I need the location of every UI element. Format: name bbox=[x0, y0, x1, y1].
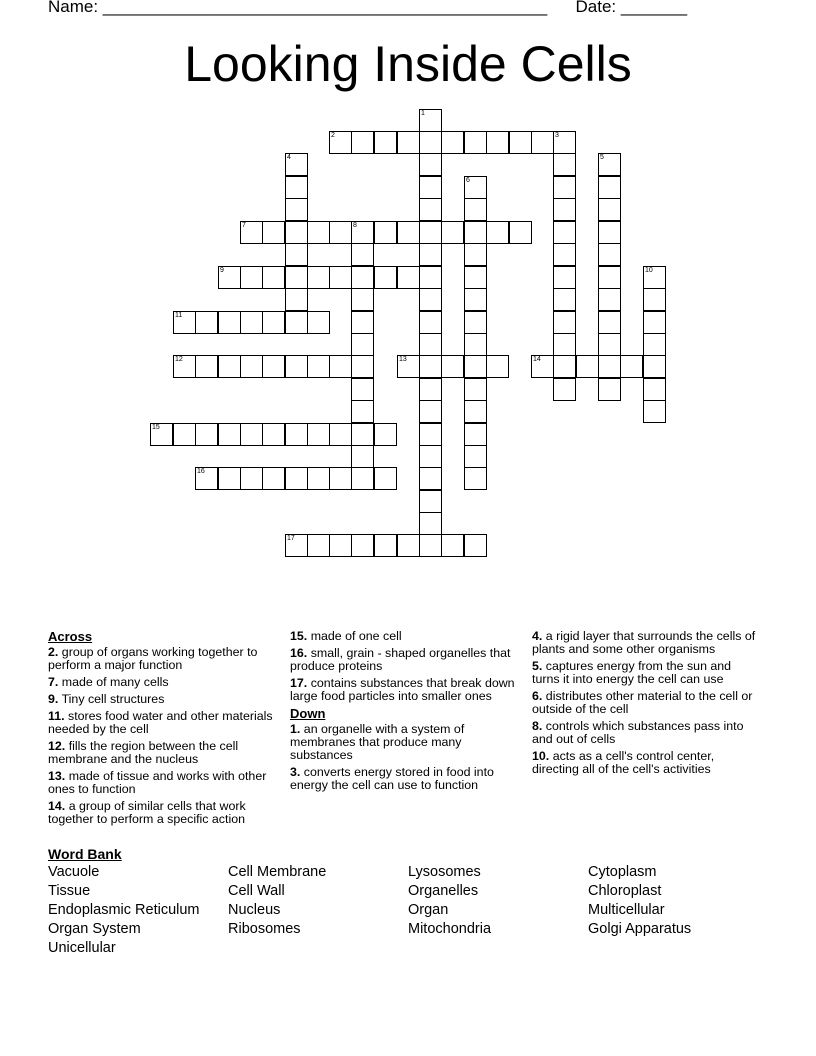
clue-number: 8 bbox=[353, 222, 357, 229]
grid-cell[interactable] bbox=[419, 534, 442, 557]
grid-cell[interactable] bbox=[329, 355, 352, 378]
grid-cell[interactable] bbox=[351, 266, 374, 289]
clue-number: 7 bbox=[242, 222, 246, 229]
clue-down-8: 8. controls which substances pass into and out of cells bbox=[532, 719, 744, 746]
grid-cell[interactable] bbox=[307, 266, 330, 289]
grid-cell[interactable] bbox=[643, 378, 666, 401]
grid-cell[interactable] bbox=[262, 467, 285, 490]
grid-cell[interactable] bbox=[598, 311, 621, 334]
clue-number: 9 bbox=[220, 267, 224, 274]
word-bank-item: Endoplasmic Reticulum bbox=[48, 902, 200, 918]
clue-across-15: 15. made of one cell bbox=[290, 629, 402, 643]
clue-across-12: 12. fills the region between the cell membrane and the nucleus bbox=[48, 739, 239, 766]
word-bank-item: Organ System bbox=[48, 921, 141, 937]
clue-column-1 bbox=[48, 630, 274, 830]
grid-cell[interactable] bbox=[329, 266, 352, 289]
grid-cell[interactable] bbox=[464, 467, 487, 490]
grid-cell[interactable] bbox=[240, 423, 263, 446]
grid-cell[interactable] bbox=[553, 266, 576, 289]
word-bank-item: Organelles bbox=[408, 883, 479, 899]
grid-cell[interactable] bbox=[598, 333, 621, 356]
word-bank-item: Cell Membrane bbox=[228, 864, 327, 880]
grid-cell[interactable] bbox=[374, 221, 397, 244]
clue-number: 1 bbox=[421, 110, 425, 117]
across-heading: Across bbox=[48, 629, 93, 644]
grid-cell[interactable] bbox=[419, 423, 442, 446]
grid-cell[interactable] bbox=[195, 311, 218, 334]
word-bank-item: Multicellular bbox=[588, 902, 665, 918]
grid-cell[interactable] bbox=[643, 288, 666, 311]
grid-cell[interactable] bbox=[464, 355, 487, 378]
grid-cell[interactable] bbox=[553, 153, 576, 176]
grid-cell[interactable] bbox=[598, 355, 621, 378]
clue-down-1: 1. an organelle with a system of membranes that produce many substances bbox=[290, 722, 465, 762]
grid-cell[interactable] bbox=[464, 378, 487, 401]
grid-cell[interactable] bbox=[397, 131, 420, 154]
clue-across-13: 13. made of tissue and works with other ones to function bbox=[48, 769, 267, 796]
grid-cell[interactable] bbox=[285, 221, 308, 244]
grid-cell[interactable] bbox=[195, 355, 218, 378]
grid-cell[interactable] bbox=[262, 423, 285, 446]
grid-cell[interactable] bbox=[419, 378, 442, 401]
grid-cell[interactable] bbox=[374, 423, 397, 446]
grid-cell[interactable] bbox=[419, 333, 442, 356]
grid-cell[interactable] bbox=[643, 400, 666, 423]
clue-down-5: 5. captures energy from the sun and turns it into energy the cell can use bbox=[532, 659, 732, 686]
word-bank-item: Cell Wall bbox=[228, 883, 285, 899]
grid-cell[interactable] bbox=[576, 355, 599, 378]
grid-cell[interactable] bbox=[374, 131, 397, 154]
grid-cell[interactable] bbox=[486, 355, 509, 378]
clue-number: 17 bbox=[287, 535, 295, 542]
grid-cell[interactable] bbox=[509, 131, 532, 154]
word-bank-item: Ribosomes bbox=[228, 921, 301, 937]
grid-cell[interactable] bbox=[351, 445, 374, 468]
grid-cell[interactable] bbox=[419, 198, 442, 221]
grid-cell[interactable] bbox=[307, 221, 330, 244]
grid-cell[interactable] bbox=[218, 423, 241, 446]
grid-cell[interactable] bbox=[374, 266, 397, 289]
grid-cell[interactable] bbox=[464, 288, 487, 311]
grid-cell[interactable] bbox=[285, 176, 308, 199]
clue-down-6: 6. distributes other material to the cell or outside of the cell bbox=[532, 689, 753, 716]
grid-cell[interactable] bbox=[464, 266, 487, 289]
clue-number: 3 bbox=[555, 132, 559, 139]
grid-cell[interactable] bbox=[419, 221, 442, 244]
word-bank-item: Tissue bbox=[48, 883, 91, 899]
grid-cell[interactable] bbox=[240, 355, 263, 378]
grid-cell[interactable] bbox=[397, 266, 420, 289]
clue-number: 2 bbox=[331, 132, 335, 139]
grid-cell[interactable] bbox=[351, 131, 374, 154]
grid-cell[interactable] bbox=[643, 355, 666, 378]
grid-cell[interactable] bbox=[351, 534, 374, 557]
clue-number: 6 bbox=[466, 177, 470, 184]
grid-cell[interactable] bbox=[329, 534, 352, 557]
grid-cell[interactable] bbox=[464, 311, 487, 334]
clue-number: 5 bbox=[600, 154, 604, 161]
clue-number: 14 bbox=[533, 356, 541, 363]
clue-number: 13 bbox=[399, 356, 407, 363]
grid-cell[interactable] bbox=[285, 311, 308, 334]
grid-cell[interactable] bbox=[419, 131, 442, 154]
clue-down-4: 4. a rigid layer that surrounds the cells of plants and some other organisms bbox=[532, 629, 756, 656]
word-bank-item: Unicellular bbox=[48, 940, 116, 956]
grid-cell[interactable] bbox=[553, 221, 576, 244]
grid-cell[interactable] bbox=[218, 355, 241, 378]
grid-cell[interactable] bbox=[419, 467, 442, 490]
grid-cell[interactable] bbox=[329, 221, 352, 244]
grid-cell[interactable] bbox=[620, 355, 643, 378]
grid-cell[interactable] bbox=[419, 311, 442, 334]
grid-cell[interactable] bbox=[329, 467, 352, 490]
grid-cell[interactable] bbox=[553, 198, 576, 221]
grid-cell[interactable] bbox=[173, 423, 196, 446]
clue-number: 16 bbox=[197, 468, 205, 475]
grid-cell[interactable] bbox=[351, 311, 374, 334]
grid-cell[interactable] bbox=[351, 423, 374, 446]
grid-cell[interactable] bbox=[240, 311, 263, 334]
grid-cell[interactable] bbox=[598, 288, 621, 311]
grid-cell[interactable] bbox=[262, 355, 285, 378]
grid-cell[interactable] bbox=[553, 333, 576, 356]
clue-column-2 bbox=[290, 630, 522, 796]
grid-cell[interactable] bbox=[262, 266, 285, 289]
grid-cell[interactable] bbox=[441, 221, 464, 244]
grid-cell[interactable] bbox=[374, 467, 397, 490]
grid-cell[interactable] bbox=[441, 355, 464, 378]
grid-cell[interactable] bbox=[262, 221, 285, 244]
down-heading: Down bbox=[290, 706, 326, 721]
word-bank-item: Mitochondria bbox=[408, 921, 492, 937]
grid-cell[interactable] bbox=[598, 176, 621, 199]
grid-cell[interactable] bbox=[285, 288, 308, 311]
grid-cell[interactable] bbox=[598, 198, 621, 221]
grid-cell[interactable] bbox=[351, 333, 374, 356]
grid-cell[interactable] bbox=[351, 467, 374, 490]
grid-cell[interactable] bbox=[419, 355, 442, 378]
grid-cell[interactable] bbox=[643, 311, 666, 334]
word-bank bbox=[48, 846, 768, 964]
grid-cell[interactable] bbox=[553, 243, 576, 266]
clue-column-3 bbox=[532, 630, 758, 780]
grid-cell[interactable] bbox=[486, 131, 509, 154]
word-bank-item: Chloroplast bbox=[588, 883, 662, 899]
grid-cell[interactable] bbox=[464, 423, 487, 446]
clue-across-7: 7. made of many cells bbox=[48, 675, 169, 689]
grid-cell[interactable] bbox=[419, 445, 442, 468]
grid-cell[interactable] bbox=[218, 467, 241, 490]
grid-cell[interactable] bbox=[240, 266, 263, 289]
grid-cell[interactable] bbox=[598, 378, 621, 401]
clue-across-14: 14. a group of similar cells that work together to perform a specific action bbox=[48, 799, 246, 826]
clue-across-16: 16. small, grain - shaped organelles that produce proteins bbox=[290, 646, 511, 673]
grid-cell[interactable] bbox=[486, 221, 509, 244]
grid-cell[interactable] bbox=[329, 423, 352, 446]
grid-cell[interactable] bbox=[464, 400, 487, 423]
grid-cell[interactable] bbox=[374, 534, 397, 557]
word-bank-item: Vacuole bbox=[48, 864, 100, 880]
word-bank-item: Cytoplasm bbox=[588, 864, 657, 880]
clue-down-3: 3. converts energy stored in food into energy the cell can use to function bbox=[290, 765, 494, 792]
grid-cell[interactable] bbox=[464, 131, 487, 154]
grid-cell[interactable] bbox=[397, 534, 420, 557]
grid-cell[interactable] bbox=[464, 198, 487, 221]
grid-cell[interactable] bbox=[509, 221, 532, 244]
grid-cell[interactable] bbox=[441, 534, 464, 557]
grid-cell[interactable] bbox=[285, 423, 308, 446]
grid-cell[interactable] bbox=[598, 221, 621, 244]
grid-cell[interactable] bbox=[464, 333, 487, 356]
grid-cell[interactable] bbox=[598, 243, 621, 266]
grid-cell[interactable] bbox=[397, 221, 420, 244]
grid-cell[interactable] bbox=[285, 243, 308, 266]
grid-cell[interactable] bbox=[419, 512, 442, 535]
grid-cell[interactable] bbox=[285, 198, 308, 221]
grid-cell[interactable] bbox=[351, 355, 374, 378]
clue-across-17: 17. contains substances that break down large food particles into smaller ones bbox=[290, 676, 515, 703]
clue-number: 11 bbox=[175, 312, 183, 319]
word-bank-item: Lysosomes bbox=[408, 864, 481, 880]
clue-across-2: 2. group of organs working together to perform a major function bbox=[48, 645, 258, 672]
grid-cell[interactable] bbox=[307, 467, 330, 490]
grid-cell[interactable] bbox=[240, 467, 263, 490]
grid-cell[interactable] bbox=[553, 176, 576, 199]
grid-cell[interactable] bbox=[419, 266, 442, 289]
grid-cell[interactable] bbox=[285, 266, 308, 289]
grid-cell[interactable] bbox=[464, 243, 487, 266]
clue-across-9: 9. Tiny cell structures bbox=[48, 692, 165, 706]
grid-cell[interactable] bbox=[351, 378, 374, 401]
grid-cell[interactable] bbox=[285, 467, 308, 490]
grid-cell[interactable] bbox=[262, 311, 285, 334]
word-bank-item: Nucleus bbox=[228, 902, 281, 918]
grid-cell[interactable] bbox=[307, 311, 330, 334]
grid-cell[interactable] bbox=[464, 221, 487, 244]
word-bank-items bbox=[48, 864, 768, 964]
grid-cell[interactable] bbox=[643, 333, 666, 356]
grid-cell[interactable] bbox=[419, 153, 442, 176]
grid-cell[interactable] bbox=[218, 311, 241, 334]
word-bank-item: Golgi Apparatus bbox=[588, 921, 692, 937]
word-bank-heading: Word Bank bbox=[48, 846, 122, 862]
grid-cell[interactable] bbox=[531, 131, 554, 154]
clue-number: 15 bbox=[152, 424, 160, 431]
grid-cell[interactable] bbox=[351, 243, 374, 266]
grid-cell[interactable] bbox=[419, 288, 442, 311]
grid-cell[interactable] bbox=[464, 445, 487, 468]
clue-number: 4 bbox=[287, 154, 291, 161]
grid-cell[interactable] bbox=[307, 355, 330, 378]
grid-cell[interactable] bbox=[419, 490, 442, 513]
grid-cell[interactable] bbox=[307, 423, 330, 446]
grid-cell[interactable] bbox=[351, 288, 374, 311]
grid-cell[interactable] bbox=[195, 423, 218, 446]
grid-cell[interactable] bbox=[441, 131, 464, 154]
grid-cell[interactable] bbox=[553, 288, 576, 311]
clue-across-11: 11. stores food water and other materials needed by the cell bbox=[48, 709, 273, 736]
grid-cell[interactable] bbox=[419, 176, 442, 199]
grid-cell[interactable] bbox=[419, 400, 442, 423]
grid-cell[interactable] bbox=[351, 400, 374, 423]
grid-cell[interactable] bbox=[464, 534, 487, 557]
page-title: Looking Inside Cells bbox=[184, 36, 632, 92]
word-bank-item: Organ bbox=[408, 902, 449, 918]
grid-cell[interactable] bbox=[553, 311, 576, 334]
grid-cell[interactable] bbox=[553, 355, 576, 378]
name-date-line: Name: _______________________________________________ Date: _______ bbox=[48, 0, 688, 16]
grid-cell[interactable] bbox=[598, 266, 621, 289]
clue-down-10: 10. acts as a cell's control center, directing all of the cell's activities bbox=[532, 749, 715, 776]
grid-cell[interactable] bbox=[307, 534, 330, 557]
grid-cell[interactable] bbox=[419, 243, 442, 266]
clue-number: 12 bbox=[175, 356, 183, 363]
clue-number: 10 bbox=[645, 267, 653, 274]
grid-cell[interactable] bbox=[285, 355, 308, 378]
grid-cell[interactable] bbox=[553, 378, 576, 401]
